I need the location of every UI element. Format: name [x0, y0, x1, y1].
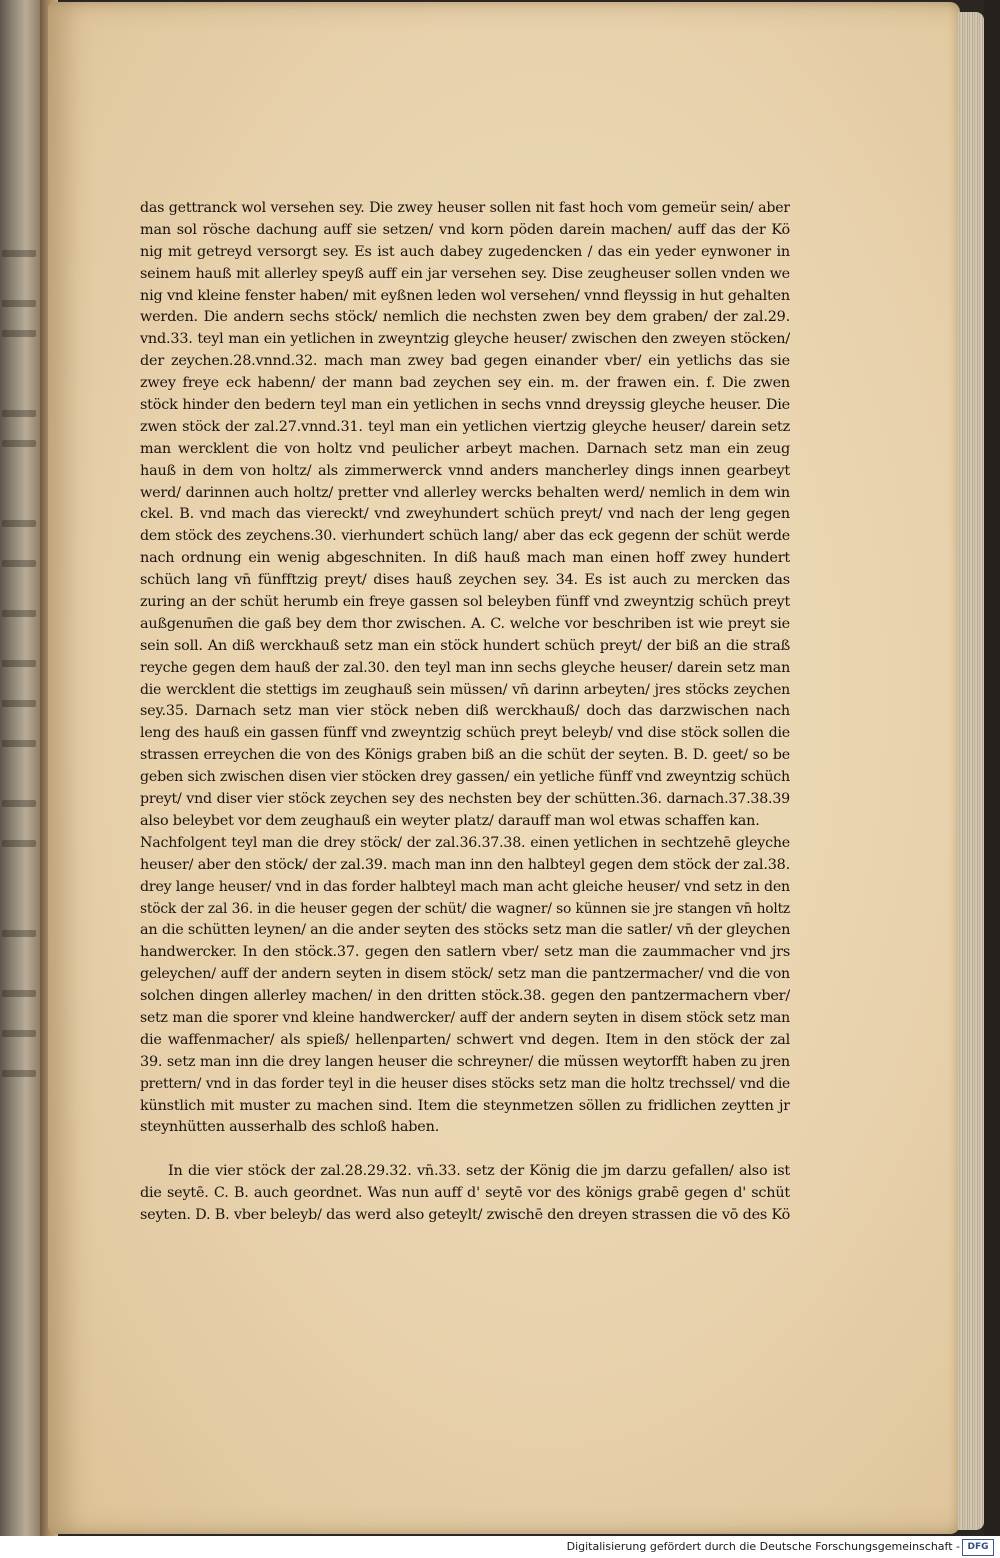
text-line: In die vier stöck der zal.28.29.32. vn̄.33. setz der König die jm darzu gefallen/ also ist	[168, 1163, 790, 1180]
text-line: die wercklent die stettigs im zeughauß sein müssen/ vn̄ darinn arbeyten/ jres stöcks zeychen	[140, 681, 790, 698]
text-line: der zeychen.28.vnnd.32. mach man zwey bad gegen einander vber/ ein yetlichs das sie	[140, 353, 790, 370]
text-line: heuser/ aber den stöck/ der zal.39. mach man inn den halbteyl gegen dem stöck der zal.38.	[140, 856, 790, 873]
paragraph-gap	[140, 1139, 790, 1161]
text-line: leng des hauß ein gassen fünff vnd zweyntzig schüch preyt beleyb/ vnd dise stöck sollen die	[140, 725, 790, 742]
text-line: handwercker. In den stöck.37. gegen den satlern vber/ setz man die zaummacher vnd jrs	[140, 944, 790, 961]
main-text-block	[140, 198, 790, 1227]
text-line: setz man die sporer vnd kleine handwercker/ auff der andern seyten in disem stöck setz man	[140, 1009, 790, 1026]
text-line: zuring an der schüt herumb ein freye gassen sol beleyben fünff vnd zweyntzig schüch preyt	[140, 594, 790, 611]
text-line: nig vnd kleine fenster haben/ mit eyßnen leden wol versehen/ vnnd fleyssig in hut gehalten	[140, 287, 790, 304]
text-line: künstlich mit muster zu machen sind. Item die steynmetzen söllen zu fridlichen zeytten jr	[140, 1097, 790, 1114]
text-line: zwey freye eck habenn/ der mann bad zeychen sey ein. m. der frawen ein. f. Die zwen	[140, 375, 790, 392]
text-line: schüch lang vn̄ fünfftzig preyt/ dises hauß zeychen sey. 34. Es ist auch zu mercken das	[140, 572, 790, 589]
dfg-logo: DFG	[962, 1539, 994, 1556]
text-line: geleychen/ auff der andern seyten in disem stöck/ setz man die pantzermacher/ vnd die von	[140, 966, 790, 983]
text-line: prettern/ vnd in das forder teyl in die heuser dises stöcks setz man die holtz trechssel/ vnd die	[140, 1075, 790, 1092]
text-line: nig mit getreyd versorgt sey. Es ist auch dabey zugedencken / das ein yeder eynwoner in	[140, 243, 790, 260]
text-line: werden. Die andern sechs stöck/ nemlich die nechsten zwen bey dem graben/ der zal.29.	[140, 309, 790, 326]
text-line: außgenum̄en die gaß bey dem thor zwischen. A. C. welche vor beschriben ist wie preyt sie	[140, 615, 790, 632]
text-line: vnd.33. teyl man ein yetlichen in zweyntzig gleyche heuser/ zwischen den zweyen stöcken/	[140, 331, 790, 348]
text-line: man sol rösche dachung auff sie setzen/ vnd korn pöden darein machen/ auff das der Kö	[140, 221, 790, 238]
text-line: preyt/ vnd diser vier stöck zeychen sey des nechsten bey der schütten.36. darnach.37.38.39	[140, 791, 790, 808]
text-line: reyche gegen dem hauß der zal.30. den teyl man inn sechs gleyche heuser/ darein setz man	[140, 659, 790, 676]
text-line: ckel. B. vnd mach das viereckt/ vnd zweyhundert schüch preyt/ vnd nach der leng gegen	[140, 506, 790, 523]
text-line: also beleybet vor dem zeughauß ein weyter platz/ darauff man wol etwas schaffen kan.	[140, 812, 760, 829]
text-line: das gettranck wol versehen sey. Die zwey heuser sollen nit fast hoch vom gemeür sein/ aber	[140, 200, 790, 216]
text-line: die waffenmacher/ als spieß/ hellenparten/ schwert vnd degen. Item in den stöck der zal	[140, 1031, 790, 1048]
text-line: sein soll. An diß werckhauß setz man ein stöck hundert schüch preyt/ der biß an die straß	[140, 637, 790, 654]
text-line: Nachfolgent teyl man die drey stöck/ der zal.36.37.38. einen yetlichen in sechtzehē gleyche	[140, 834, 790, 851]
text-line: strassen erreychen die von des Königs graben biß an die schüt der seyten. B. D. geet/ so be	[140, 747, 790, 764]
text-line: die seytē. C. B. auch geordnet. Was nun auff d' seytē vor des königs grabē gegen d' schüt	[140, 1185, 790, 1202]
text-line: drey lange heuser/ vnd in das forder halbteyl mach man acht gleiche heuser/ vnd setz in den	[140, 878, 790, 895]
text-line: man wercklent die von holtz vnd peulicher arbeyt machen. Darnach setz man ein zeug	[140, 440, 790, 457]
text-line: 39. setz man inn die drey langen heuser die schreyner/ die müssen weytorfft haben zu jren	[140, 1053, 790, 1070]
text-line: steynhütten ausserhalb des schloß haben.	[140, 1119, 440, 1136]
text-line: hauß in dem von holtz/ als zimmerwerck vnnd anders mancherley dings innen gearbeyt	[140, 462, 790, 479]
text-line: solchen dingen allerley machen/ in den dritten stöck.38. gegen den pantzermachern vber/	[140, 988, 790, 1005]
adjacent-page-edge	[0, 0, 40, 1536]
text-line: seinem hauß mit allerley speyß auff ein jar versehen sey. Dise zeugheuser sollen vnden we	[140, 265, 790, 282]
text-line: stöck hinder den bedern teyl man ein yetlichen in sechs vnnd dreyssig gleyche heuser. Die	[140, 397, 790, 414]
text-line: sey.35. Darnach setz man vier stöck neben diß werckhauß/ doch das darzwischen nach	[140, 703, 790, 720]
page-stack-edge	[958, 12, 984, 1530]
digitization-footer	[0, 1536, 1000, 1558]
scan-background	[984, 0, 1000, 1536]
text-line: werd/ darinnen auch holtz/ pretter vnd allerley wercks behalten werd/ nemlich in dem win	[140, 484, 790, 501]
text-line: nach ordnung ein wenig abgeschniten. In diß hauß mach man einen hoff zwey hundert	[140, 550, 790, 567]
funding-credit: Digitalisierung gefördert durch die Deutsche Forschungsgemeinschaft -	[566, 1540, 960, 1553]
text-line: dem stöck des zeychens.30. vierhundert schüch lang/ aber das eck gegenn der schüt werde	[140, 528, 790, 545]
text-line: geben sich zwischen disen vier stöcken drey gassen/ ein yetliche fünff vnd zweyntzig schüch	[140, 769, 790, 786]
text-line: an die schütten leynen/ an die ander seyten des stöcks setz man die satler/ vn̄ der gleychen	[140, 922, 790, 939]
text-line: zwen stöck der zal.27.vnnd.31. teyl man ein yetlichen viertzig gleyche heuser/ darein setz	[140, 418, 790, 435]
text-line: stöck der zal 36. in die heuser gegen der schüt/ die wagner/ so künnen sie jre stangen vn̄ holtz	[140, 900, 790, 917]
text-line: seyten. D. B. vber beleyb/ das werd also geteylt/ zwischē den dreyen strassen die vō des Kö	[140, 1207, 790, 1224]
